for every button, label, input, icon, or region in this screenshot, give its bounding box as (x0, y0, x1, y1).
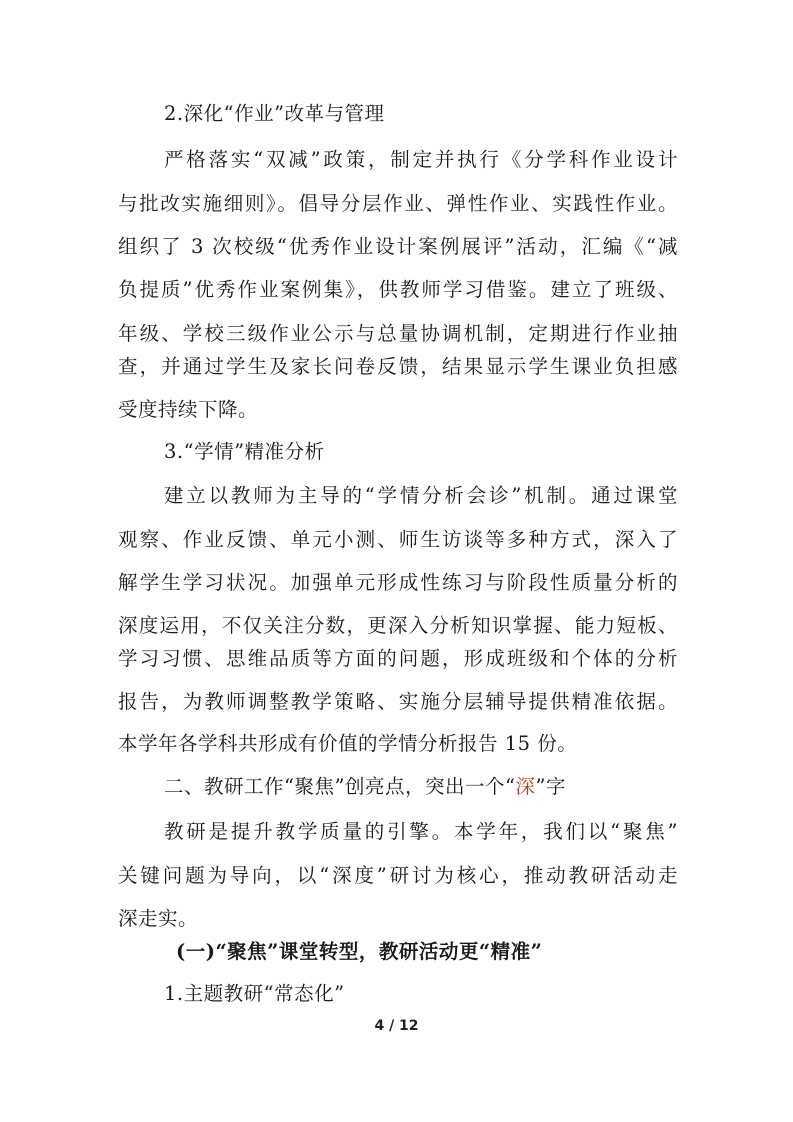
paragraph-line: 深度运用，不仅关注分数，更深入分析知识掌握、能力短板、 (118, 614, 678, 637)
paragraph-line: 本学年各学科共形成有价值的学情分析报告 15 份。 (118, 732, 578, 755)
heading-section-two-prefix: 二、教研工作“聚焦”创亮点，突出一个“ (164, 775, 516, 798)
paragraph-line: 与批改实施细则》。倡导分层作业、弹性作业、实践性作业。 (118, 192, 678, 215)
paragraph-line: 观察、作业反馈、单元小测、师生访谈等多种方式，深入了 (118, 528, 678, 551)
paragraph-line: 受度持续下降。 (118, 398, 259, 421)
page-number: 4 / 12 (374, 1018, 419, 1034)
heading-2-homework-reform: 2.深化“作业”改革与管理 (164, 102, 385, 125)
paragraph-line: 教研是提升教学质量的引擎。本学年，我们以“聚焦” (164, 820, 678, 843)
heading-section-two-suffix: ”字 (535, 775, 566, 798)
paragraph-line: 组织了 3 次校级“优秀作业设计案例展评”活动，汇编《“减 (118, 235, 678, 258)
paragraph-line: 解学生学习状况。加强单元形成性练习与阶段性质量分析的 (118, 571, 678, 594)
paragraph-line: 负提质”优秀作业案例集》，供教师学习借鉴。建立了班级、 (118, 278, 678, 301)
paragraph-line: 严格落实“双减”政策，制定并执行《分学科作业设计 (164, 148, 678, 171)
heading-section-two (164, 773, 566, 801)
paragraph-line: 年级、学校三级作业公示与总量协调机制，定期进行作业抽 (118, 322, 678, 345)
paragraph-line: 查，并通过学生及家长问卷反馈，结果显示学生课业负担感 (118, 355, 678, 378)
heading-subsection-one: (一)“聚焦”课堂转型，教研活动更“精准” (176, 940, 543, 963)
paragraph-line: 报告，为教师调整教学策略、实施分层辅导提供精准依据。 (118, 690, 678, 713)
paragraph-line: 学习习惯、思维品质等方面的问题，形成班级和个体的分析 (118, 647, 678, 670)
paragraph-line: 关键问题为导向，以“深度”研讨为核心，推动教研活动走 (118, 864, 678, 887)
heading-subsection-one-item-1: 1.主题教研“常态化” (164, 982, 345, 1005)
heading-3-learning-analysis: 3.“学情”精准分析 (164, 440, 325, 463)
paragraph-line: 建立以教师为主导的“学情分析会诊”机制。通过课堂 (164, 484, 678, 507)
heading-emphasis-deep: 深 (515, 775, 536, 798)
paragraph-line: 深走实。 (118, 907, 199, 930)
